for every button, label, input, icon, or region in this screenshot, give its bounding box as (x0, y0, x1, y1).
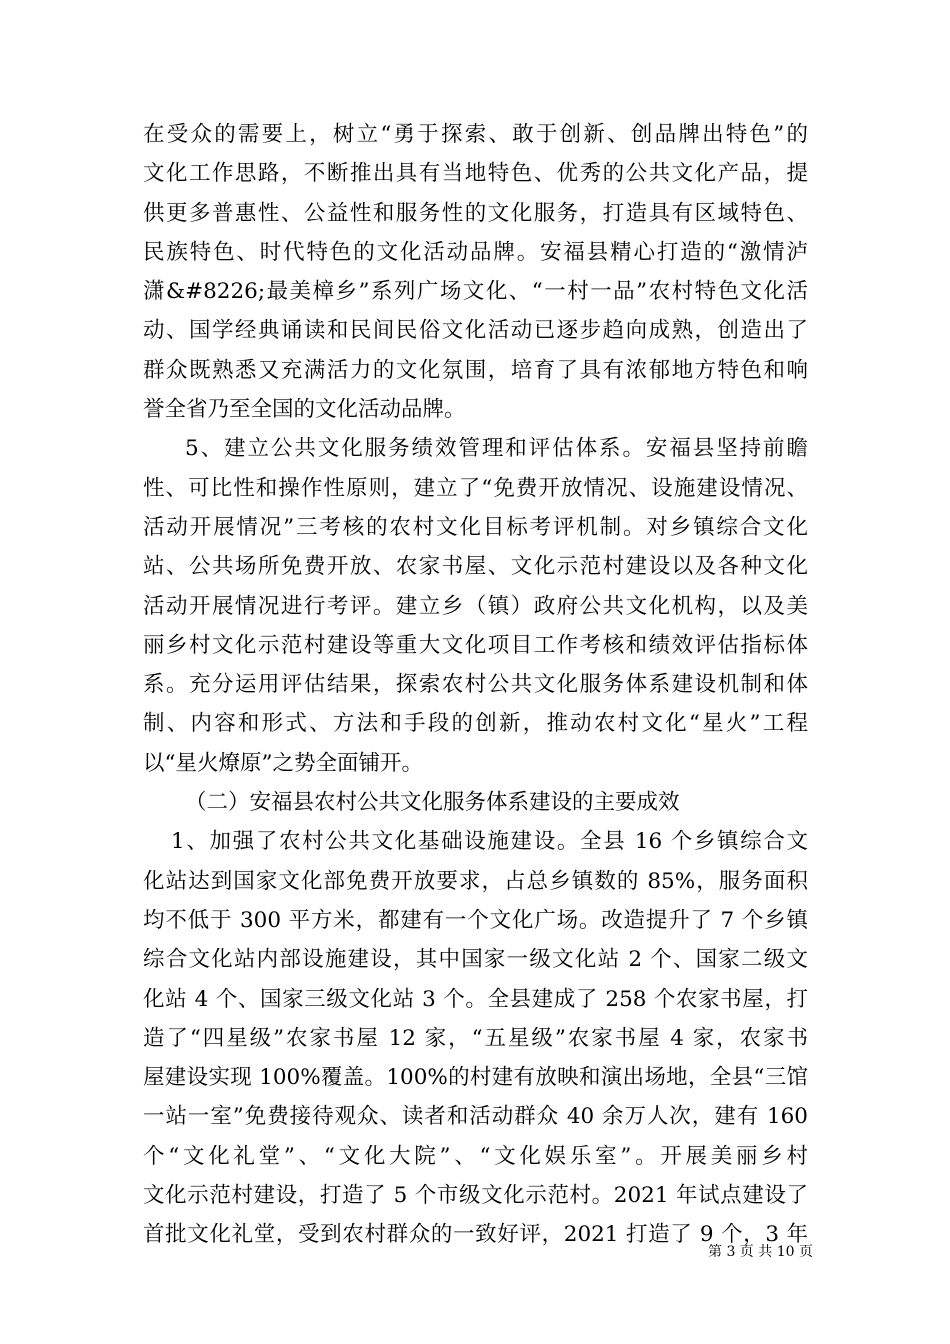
text-line: 一站一室”免费接待观众、读者和活动群众 40 余万人次，建有 160 (143, 1104, 808, 1130)
text-line: 活动开展情况进行考评。建立乡（镇）政府公共文化机构，以及美 (143, 593, 808, 619)
text-line: 综合文化站内部设施建设，其中国家一级文化站 2 个、国家二级文 (143, 947, 808, 973)
document-body (143, 115, 808, 1255)
section-heading-text: （二）安福县农村公共文化服务体系建设的主要成效 (185, 790, 680, 816)
text-line: 个“文化礼堂”、“文化大院”、“文化娱乐室”。开展美丽乡村 (143, 1143, 808, 1169)
paragraph-performance-evaluation (143, 429, 808, 783)
text-line: 造了“四星级”农家书屋 12 家，“五星级”农家书屋 4 家，农家书 (143, 1025, 808, 1051)
paragraph-infrastructure (143, 822, 808, 1254)
text-line: 5、建立公共文化服务绩效管理和评估体系。安福县坚持前瞻 (185, 436, 808, 462)
section-heading (143, 783, 808, 822)
text-line: 动、国学经典诵读和民间民俗文化活动已逐步趋向成熟，创造出了 (143, 318, 808, 344)
text-line: 系。充分运用评估结果，探索农村公共文化服务体系建设机制和体 (143, 672, 808, 698)
text-line: 站、公共场所免费开放、农家书屋、文化示范村建设以及各种文化 (143, 554, 808, 580)
text-line: 誉全省乃至全国的文化活动品牌。 (143, 397, 466, 423)
text-line: 化站 4 个、国家三级文化站 3 个。全县建成了 258 个农家书屋，打 (143, 986, 808, 1012)
page-number-footer: 第 3 页 共 10 页 (708, 1244, 813, 1260)
paragraph-cultural-brand (143, 115, 808, 429)
text-line: 制、内容和形式、方法和手段的创新，推动农村文化“星火”工程 (143, 711, 808, 737)
text-line: 以“星火燎原”之势全面铺开。 (143, 750, 423, 776)
text-line: 民族特色、时代特色的文化活动品牌。安福县精心打造的“激情泸 (143, 239, 808, 265)
text-line: 活动开展情况”三考核的农村文化目标考评机制。对乡镇综合文化 (143, 514, 808, 540)
text-line: 在受众的需要上，树立“勇于探索、敢于创新、创品牌出特色”的 (143, 122, 808, 147)
text-line: 首批文化礼堂，受到农村群众的一致好评，2021 打造了 9 个，3 年 (143, 1222, 808, 1248)
text-line: 群众既熟悉又充满活力的文化氛围，培育了具有浓郁地方特色和响 (143, 357, 808, 383)
text-line: 1、加强了农村公共文化基础设施建设。全县 16 个乡镇综合文 (171, 829, 808, 855)
text-line: 化站达到国家文化部免费开放要求，占总乡镇数的 85%，服务面积 (143, 868, 808, 894)
text-line: 文化示范村建设，打造了 5 个市级文化示范村。2021 年试点建设了 (143, 1183, 808, 1209)
text-line: 潇&#8226;最美樟乡”系列广场文化、“一村一品”农村特色文化活 (143, 279, 808, 305)
text-line: 性、可比性和操作性原则，建立了“免费开放情况、设施建设情况、 (143, 475, 808, 501)
text-line: 均不低于 300 平方米，都建有一个文化广场。改造提升了 7 个乡镇 (143, 907, 808, 933)
text-line: 文化工作思路，不断推出具有当地特色、优秀的公共文化产品，提 (143, 161, 808, 187)
text-line: 丽乡村文化示范村建设等重大文化项目工作考核和绩效评估指标体 (143, 632, 808, 658)
text-line: 供更多普惠性、公益性和服务性的文化服务，打造具有区域特色、 (143, 200, 808, 226)
text-line: 屋建设实现 100%覆盖。100%的村建有放映和演出场地，全县“三馆 (143, 1065, 808, 1091)
